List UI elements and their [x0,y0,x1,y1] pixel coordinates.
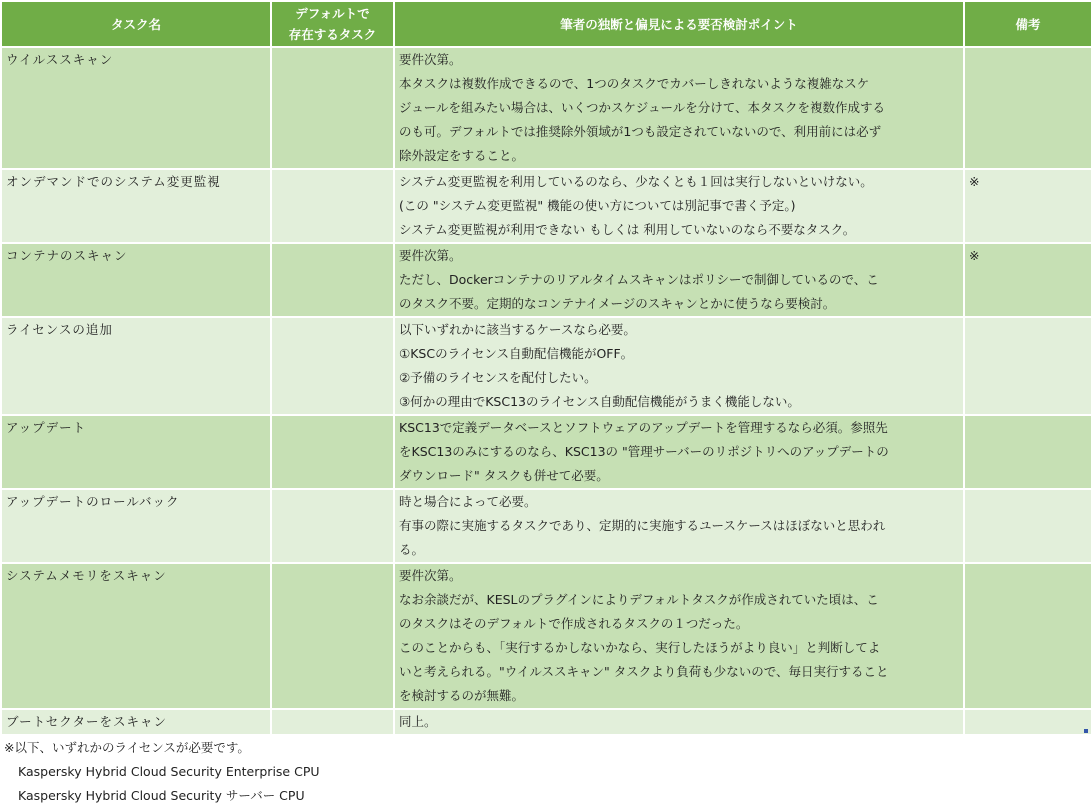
points-line: このことからも、「実行するかしないかなら、実行したほうがより良い」と判断してよ [399,640,881,655]
points-line: ③何かの理由でKSC13のライセンス自動配信機能がうまく機能しない。 [399,394,800,409]
cell-default[interactable] [271,709,394,735]
table-row [1,709,1091,735]
cell-task-name[interactable]: ウイルススキャン [1,47,271,169]
table-row [1,243,1091,317]
cell-task-name[interactable]: ライセンスの追加 [1,317,271,415]
points-line: いと考えられる。"ウイルススキャン" タスクより負荷も少ないので、毎日実行すること [399,664,889,679]
notes-item: Kaspersky Hybrid Cloud Security サーバー CPU [18,788,305,803]
cell-task-name[interactable]: ブートセクターをスキャン [1,709,271,735]
cell-task-name[interactable]: コンテナのスキャン [1,243,271,317]
points-line: ①KSCのライセンス自動配信機能がOFF。 [399,346,634,361]
cell-task-name[interactable]: アップデート [1,415,271,489]
cell-points[interactable] [394,317,964,415]
points-line: KSC13で定義データベースとソフトウェアのアップデートを管理するなら必須。参照先 [399,420,888,435]
points-line: ②予備のライセンスを配付したい。 [399,370,597,385]
cell-remark[interactable] [964,709,1091,735]
points-line: システム変更監視を利用しているのなら、少なくとも１回は実行しないといけない。 [399,174,873,189]
cell-default[interactable] [271,169,394,243]
cell-points[interactable] [394,243,964,317]
cell-remark[interactable] [964,47,1091,169]
table-row [1,415,1091,489]
points-line: をKSC13のみにするのなら、KSC13の "管理サーバーのリポジトリへのアップデートの [399,444,889,459]
table-row [1,563,1091,709]
cell-default[interactable] [271,47,394,169]
cell-default[interactable] [271,243,394,317]
cell-remark[interactable]: ※ [964,243,1091,317]
points-line: を検討するのが無難。 [399,688,525,703]
points-line: のも可。デフォルトでは推奨除外領域が1つも設定されていないので、利用前には必ず [399,124,882,139]
cell-default[interactable] [271,489,394,563]
header-task-name: タスク名 [1,1,271,47]
points-line: システム変更監視が利用できない もしくは 利用していないのなら不要なタスク。 [399,222,856,237]
cell-points[interactable] [394,47,964,169]
header-row [1,1,1091,47]
points-line: 同上。 [399,714,437,729]
header-default-line1: デフォルトで [295,6,370,21]
cell-default[interactable] [271,563,394,709]
points-line: 以下いずれかに該当するケースなら必要。 [399,322,636,337]
cell-task-name[interactable]: オンデマンドでのシステム変更監視 [1,169,271,243]
fill-handle[interactable] [1084,729,1088,733]
points-line: ただし、Dockerコンテナのリアルタイムスキャンはポリシーで制御しているので、こ [399,272,879,287]
points-line: のタスクはそのデフォルトで作成されるタスクの１つだった。 [399,616,749,631]
points-line: 時と場合によって必要。 [399,494,537,509]
points-line: る。 [399,542,425,557]
cell-points[interactable] [394,563,964,709]
points-line: 有事の際に実施するタスクであり、定期的に実施するユースケースはほぼないと思われ [399,518,886,533]
notes-item: Kaspersky Hybrid Cloud Security Enterprise CPU [18,764,320,779]
cell-points[interactable] [394,169,964,243]
table-row [1,317,1091,415]
points-line: なお余談だが、KESLのプラグインによりデフォルトタスクが作成されていた頃は、こ [399,592,879,607]
points-line: のタスク不要。定期的なコンテナイメージのスキャンとかに使うなら要検討。 [399,296,836,311]
header-default [271,1,394,47]
points-line: 要件次第。 [399,248,462,263]
header-remarks: 備考 [964,1,1091,47]
cell-task-name[interactable]: アップデートのロールバック [1,489,271,563]
cell-points[interactable] [394,415,964,489]
cell-remark[interactable]: ※ [964,169,1091,243]
cell-remark[interactable] [964,563,1091,709]
cell-remark[interactable] [964,489,1091,563]
table-row [1,489,1091,563]
header-points: 筆者の独断と偏見による要否検討ポイント [394,1,964,47]
cell-default[interactable] [271,415,394,489]
cell-points[interactable] [394,709,964,735]
license-notes [4,736,1091,808]
table-row [1,47,1091,169]
cell-default[interactable] [271,317,394,415]
cell-points[interactable] [394,489,964,563]
points-line: ダウンロード" タスクも併せて必要。 [399,468,609,483]
cell-remark[interactable] [964,415,1091,489]
header-default-line2: 存在するタスク [288,27,377,42]
points-line: 本タスクは複数作成できるので、1つのタスクでカバーしきれないような複雑なスケ [399,76,870,91]
cell-remark[interactable] [964,317,1091,415]
points-line: 要件次第。 [399,568,462,583]
cell-task-name[interactable]: システムメモリをスキャン [1,563,271,709]
points-line: (この "システム変更監視" 機能の使い方については別記事で書く予定。) [399,198,796,213]
points-line: ジュールを組みたい場合は、いくつかスケジュールを分けて、本タスクを複数作成する [399,100,886,115]
points-line: 要件次第。 [399,52,462,67]
points-line: 除外設定をすること。 [399,148,525,163]
notes-title: ※以下、いずれかのライセンスが必要です。 [4,740,250,755]
table-row [1,169,1091,243]
